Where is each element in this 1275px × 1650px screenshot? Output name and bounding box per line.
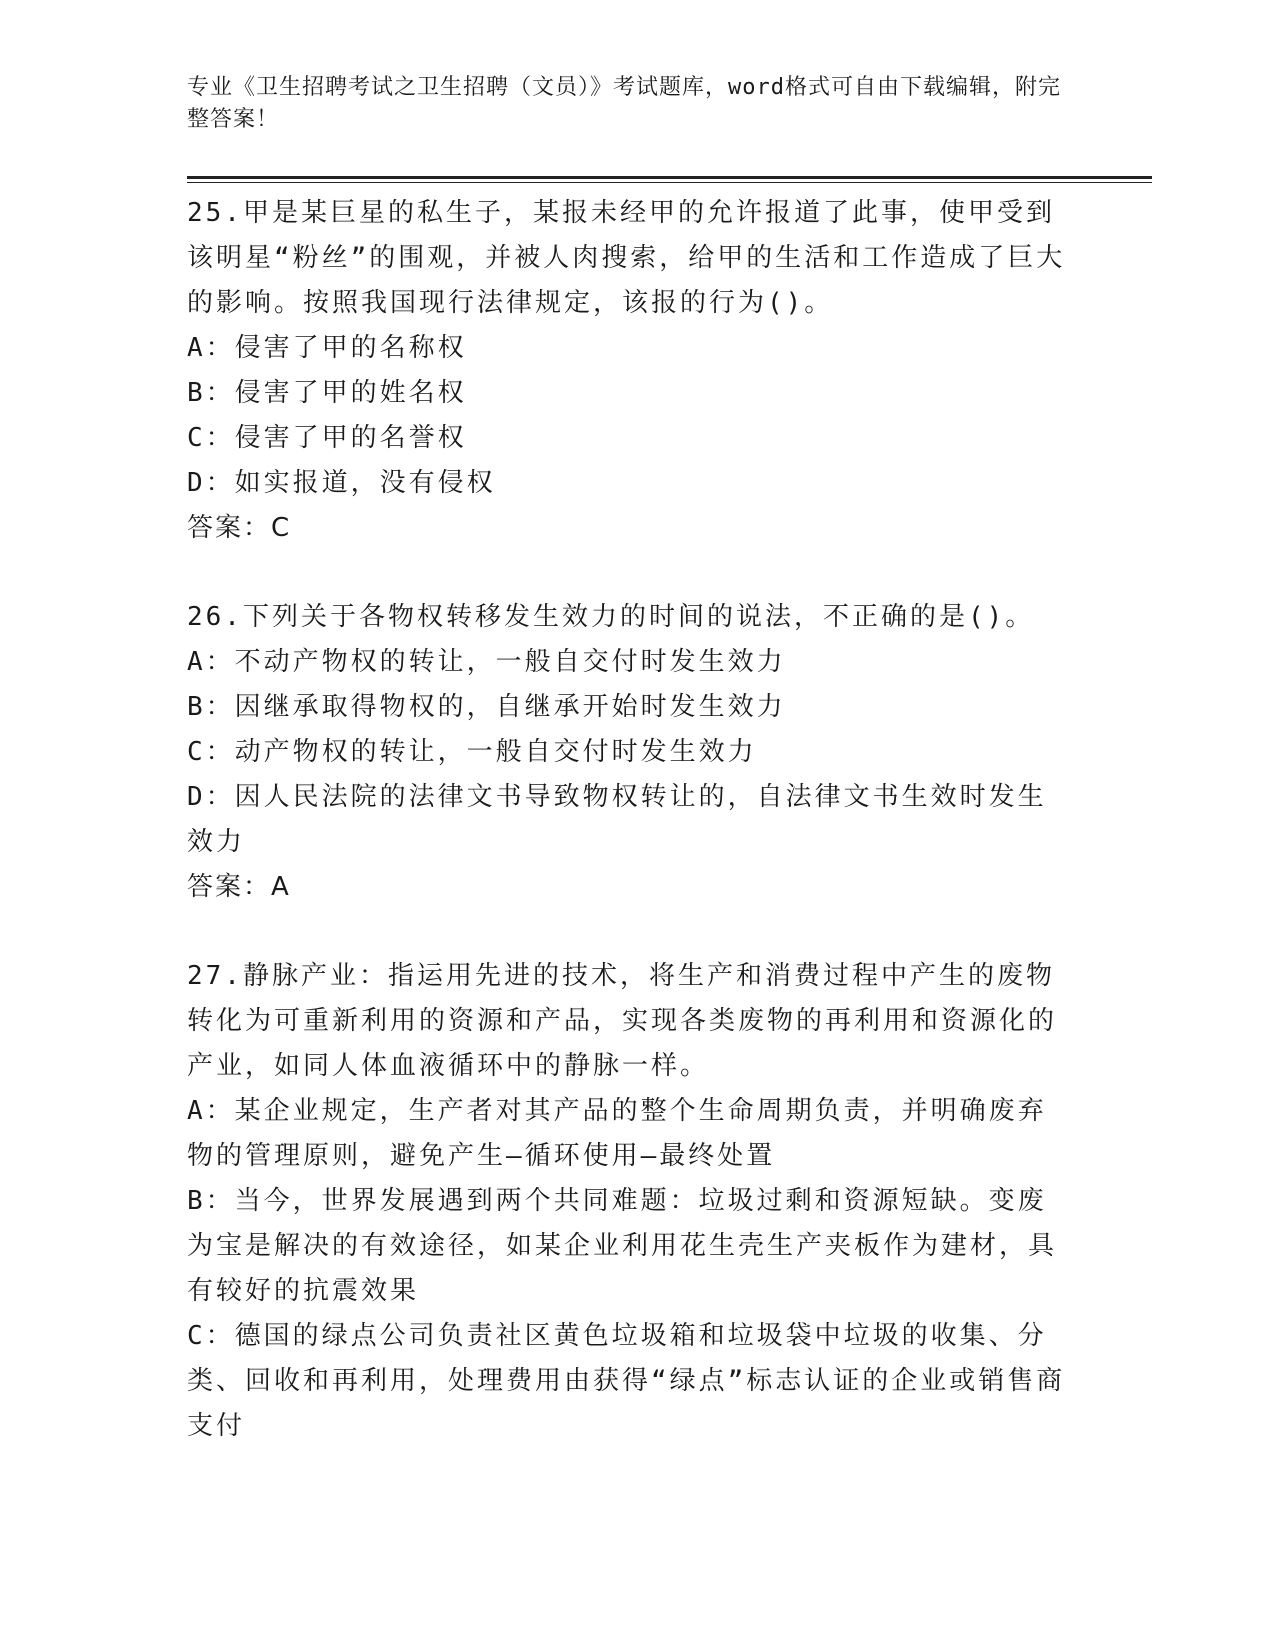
option-a: A：不动产物权的转让，一般自交付时发生效力 — [187, 647, 786, 677]
header-divider-thin — [187, 182, 1152, 183]
question-26 — [187, 595, 1072, 910]
header-divider-thick — [187, 176, 1152, 179]
option-c: C：侵害了甲的名誉权 — [187, 423, 467, 453]
document-page — [187, 72, 1152, 1493]
option-a: A：某企业规定，生产者对其产品的整个生命周期负责，并明确废弃物的管理原则，避免产生—循环使用—最终处置 — [187, 1096, 1047, 1171]
question-list — [187, 191, 1072, 1449]
answer-line: 答案：C — [187, 513, 292, 543]
option-b: B：因继承取得物权的，自继承开始时发生效力 — [187, 692, 786, 722]
question-stem: 27.静脉产业：指运用先进的技术，将生产和消费过程中产生的废物转化为可重新利用的资源和产品，实现各类废物的再利用和资源化的产业，如同人体血液循环中的静脉一样。 — [187, 961, 1058, 1081]
answer-line: 答案：A — [187, 872, 291, 902]
question-25 — [187, 191, 1072, 551]
option-d: D：如实报道，没有侵权 — [187, 468, 496, 498]
option-b: B：当今，世界发展遇到两个共同难题：垃圾过剩和资源短缺。变废为宝是解决的有效途径，如某企业利用花生壳生产夹板作为建材，具有较好的抗震效果 — [187, 1186, 1058, 1306]
option-c: C：动产物权的转让，一般自交付时发生效力 — [187, 737, 757, 767]
option-c: C：德国的绿点公司负责社区黄色垃圾箱和垃圾袋中垃圾的收集、分类、回收和再利用，处理费用由获得“绿点”标志认证的企业或销售商支付 — [187, 1321, 1066, 1441]
option-b: B：侵害了甲的姓名权 — [187, 378, 467, 408]
question-27 — [187, 954, 1072, 1449]
question-stem: 25.甲是某巨星的私生子，某报未经甲的允许报道了此事，使甲受到该明星“粉丝”的围观，并被人肉搜索，给甲的生活和工作造成了巨大的影响。按照我国现行法律规定，该报的行为()。 — [187, 198, 1066, 318]
option-a: A：侵害了甲的名称权 — [187, 333, 467, 363]
document-header: 专业《卫生招聘考试之卫生招聘（文员）》考试题库，word格式可自由下载编辑，附完整答案！ — [187, 75, 1061, 132]
question-stem: 26.下列关于各物权转移发生效力的时间的说法，不正确的是()。 — [187, 602, 1035, 632]
option-d: D：因人民法院的法律文书导致物权转让的，自法律文书生效时发生效力 — [187, 782, 1047, 857]
